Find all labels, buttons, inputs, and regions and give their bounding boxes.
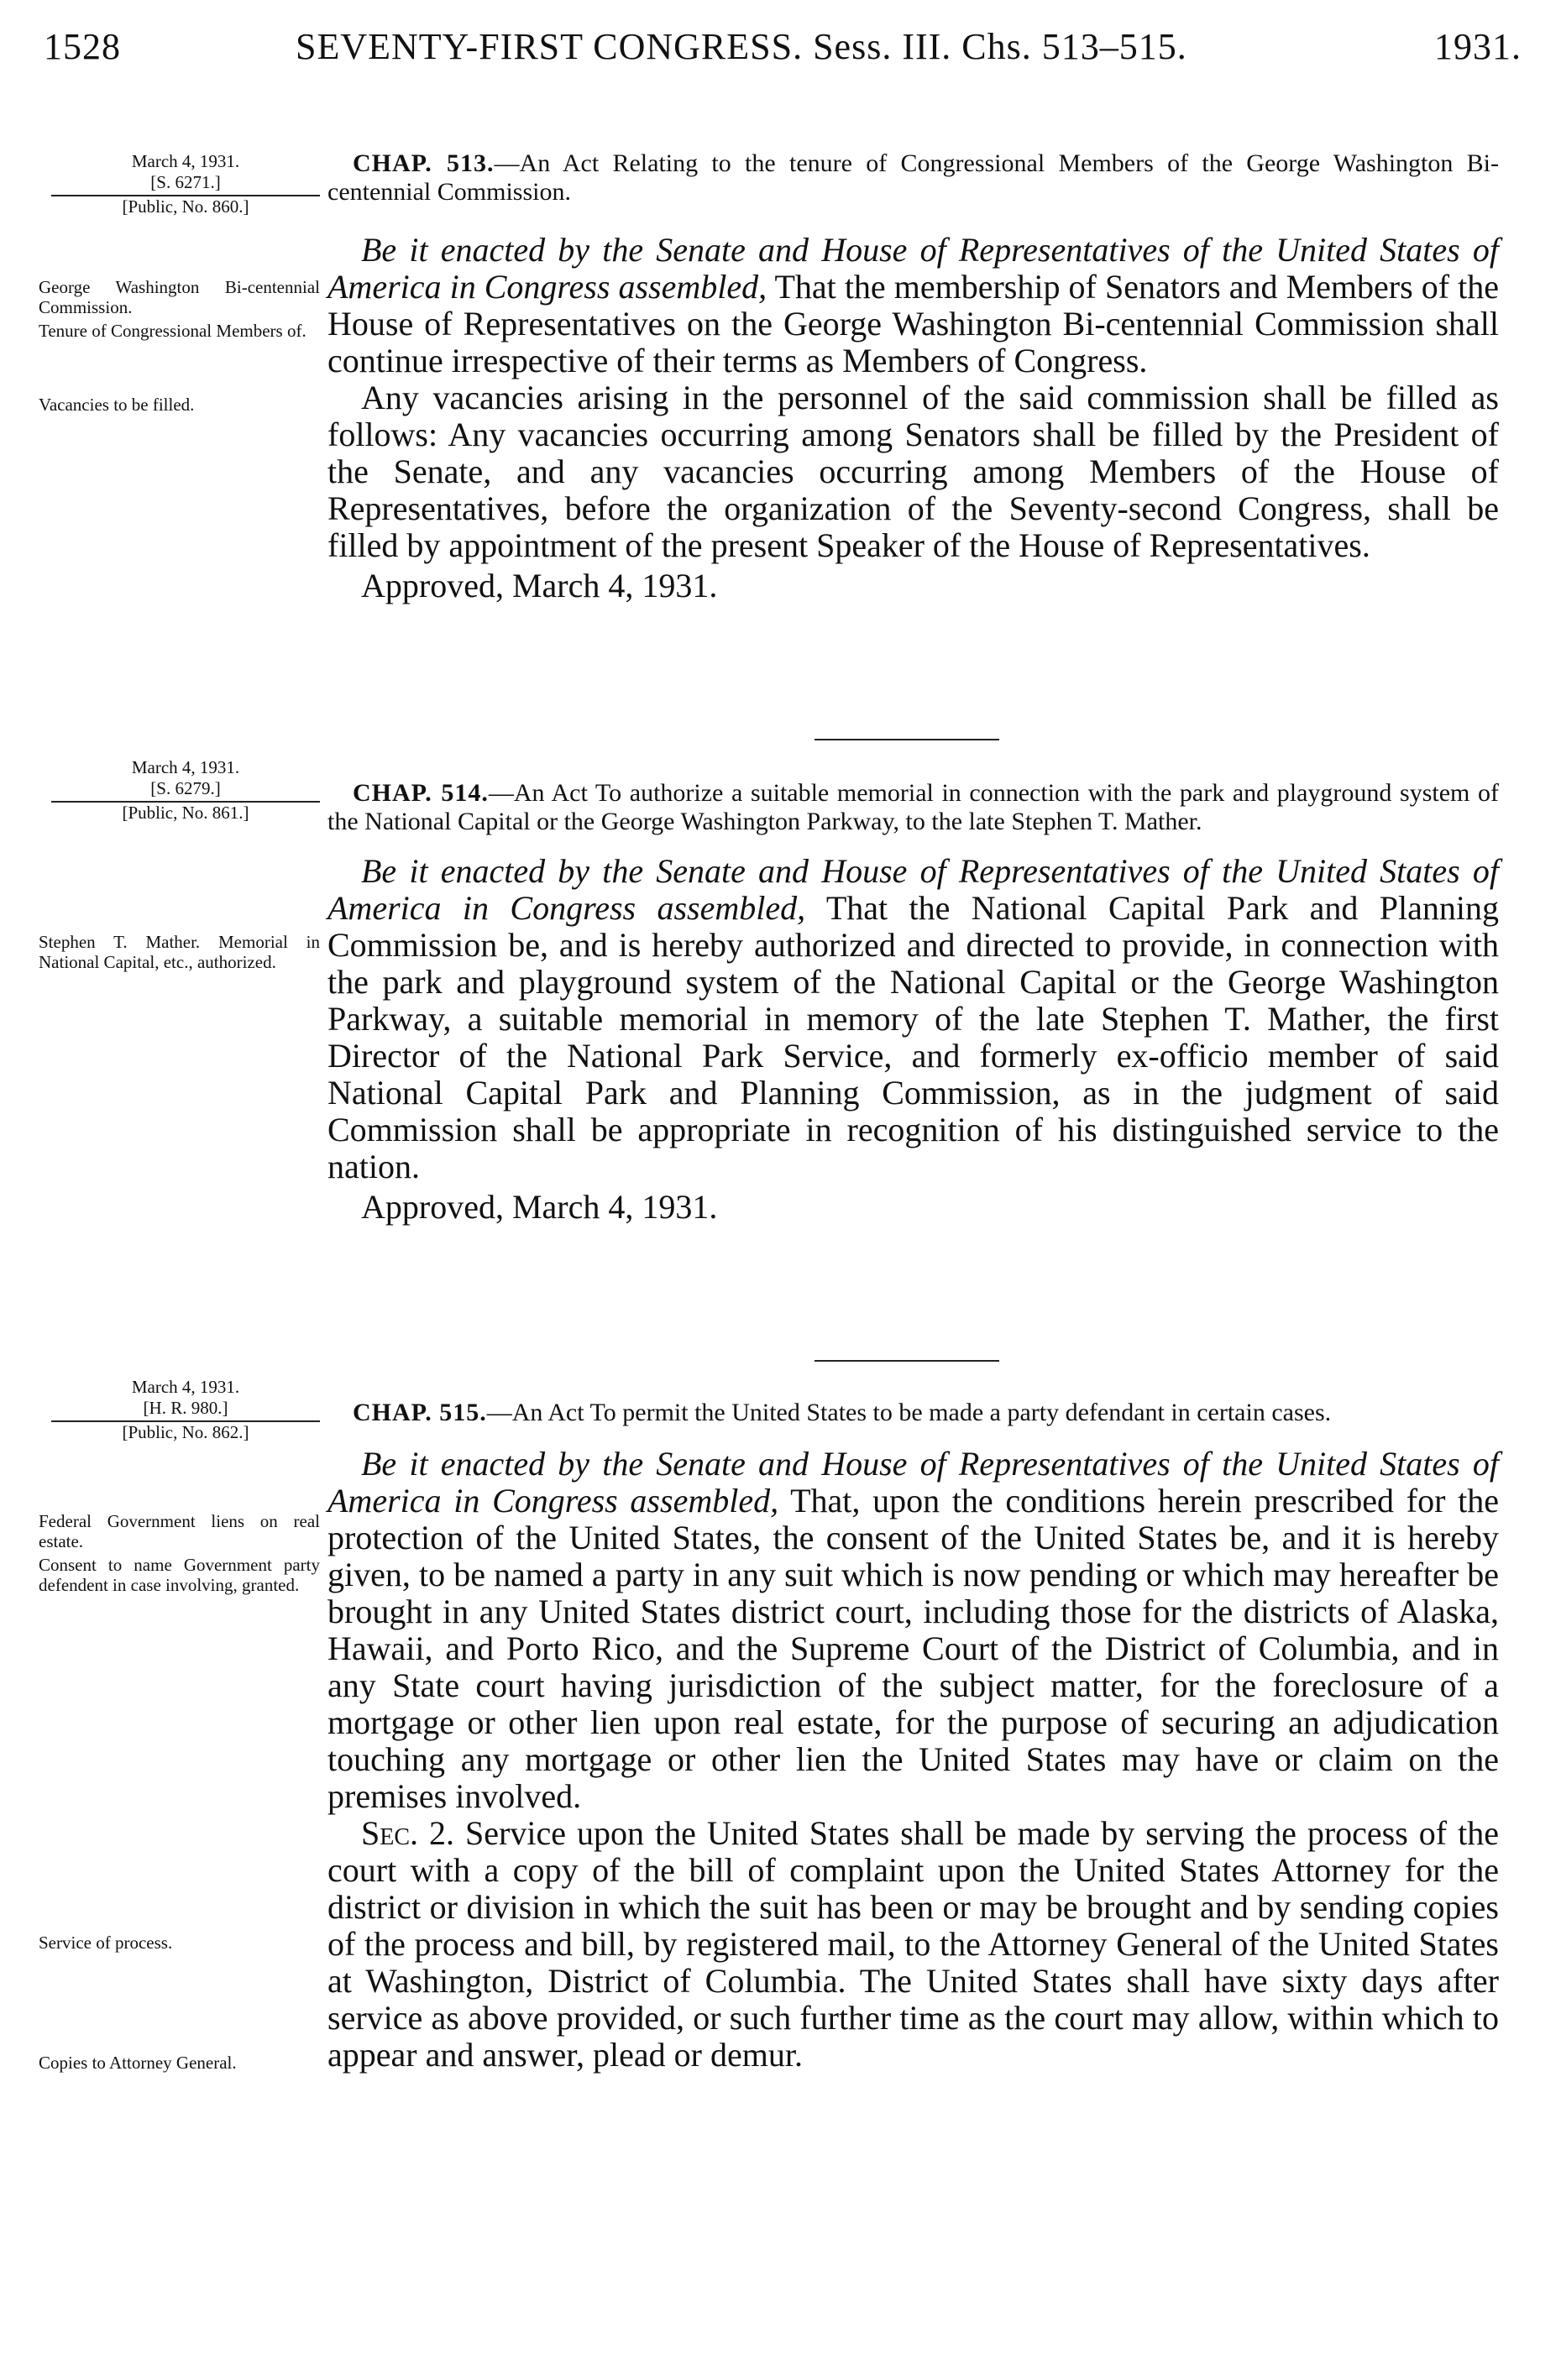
- enacting-paragraph: [327, 232, 1499, 379]
- margin-public-law: [Public, No. 862.]: [122, 1422, 249, 1442]
- paragraph-text: Service upon the United States shall be made by serving the process of the court with a copy of the bill of complaint upon the United States Attorney for the district or division in which the suit has been or may be brought and by sending copies of the process and bill, by registered mail, to the Attorney General of the United States at Washington, District of Columbia. The United States shall have sixty days after service as above provided, or such further time as the court may allow, within which to appear and answer, plead or demur.: [327, 1814, 1499, 2074]
- section-label: Sec. 2.: [361, 1814, 455, 1852]
- margin-date: March 4, 1931.: [131, 151, 240, 171]
- running-title: SEVENTY-FIRST CONGRESS. Sess. III. Chs. 513–515.: [296, 26, 1187, 67]
- paragraph-text: That the membership of Senators and Members of the House of Representatives on the George Washington Bi-centennial Commission shall continue irrespective of their terms as Members of Congress.: [327, 268, 1499, 379]
- margin-note: Vacancies to be filled.: [39, 395, 195, 415]
- section-separator: [815, 739, 999, 740]
- chapter-heading: [327, 1399, 1499, 1427]
- margin-public-law: [Public, No. 861.]: [122, 803, 249, 823]
- approval-date: Approved, March 4, 1931.: [361, 1188, 718, 1226]
- margin-note: Stephen T. Mather. Memorial in National Capital, etc., authorized.: [39, 932, 320, 972]
- margin-date: March 4, 1931.: [131, 1377, 240, 1397]
- header-year: 1931.: [1434, 26, 1522, 67]
- chapter-label: CHAP. 515.: [353, 1399, 487, 1426]
- paragraph-text: That, upon the conditions herein prescribed for the protection of the United States, the consent of the United States be, and it is hereby given, to be named a party in any suit which is now pending or which may hereafter be brought in any United States district court, including those for the districts of Alaska, Hawaii, and Porto Rico, and the Supreme Court of the District of Columbia, and in any State court having jurisdiction of the subject matter, for the foreclosure of a mortgage or other lien upon real estate, for the purpose of securing an adjudication touching any mortgage or other lien the United States may have or claim on the premises involved.: [327, 1482, 1499, 1815]
- margin-public-law: [Public, No. 860.]: [122, 196, 249, 217]
- paragraph-text: Any vacancies arising in the personnel of the said commission shall be filled as follows: Any vacancies occurring among Senators shall be filled by the President of the Senate, and any vacancies occurring among Members of the House of Representatives, before the organization of the Seventy-second Congress, shall be filled by appointment of the present Speaker of the House of Representatives.: [327, 379, 1499, 564]
- chapter-515: [327, 1399, 1499, 2074]
- margin-bill: [H. R. 980.]: [143, 1398, 228, 1418]
- chapter-513-margin-citation: [39, 151, 333, 217]
- enacting-paragraph: [327, 1446, 1499, 1815]
- paragraph-text: That the National Capital Park and Planning Commission be, and is hereby authorized and directed to provide, in connection with the park and playground system of the National Capital or the George Washington Parkway, a suitable memorial in memory of the late Stephen T. Mather, the first Director of the National Park Service, and formerly ex-officio member of said National Capital Park and Planning Commission, as in the judgment of said Commission shall be appropriate in recognition of his distinguished service to the nation.: [327, 889, 1499, 1185]
- enacting-clause: Be it enacted by the Senate and House of Representatives of the United States of America in Congress assembled,: [327, 1445, 1499, 1520]
- margin-note: Federal Government liens on real estate.: [39, 1511, 320, 1551]
- section-2-paragraph: [327, 1815, 1499, 2074]
- approval-date: Approved, March 4, 1931.: [361, 567, 718, 604]
- chapter-title: —An Act Relating to the tenure of Congressional Members of the George Washington Bi-centennial Commission.: [327, 149, 1500, 206]
- margin-bill: [S. 6279.]: [150, 778, 221, 798]
- page-number: 1528: [44, 26, 121, 67]
- chapter-heading: [327, 779, 1499, 836]
- margin-note: Service of process.: [39, 1933, 173, 1953]
- margin-note: George Washington Bi-centennial Commission.: [39, 277, 320, 317]
- enacting-clause: Be it enacted by the Senate and House of Representatives of the United States of America in Congress assembled,: [327, 852, 1499, 927]
- margin-note: Consent to name Government party defendent in case involving, granted.: [39, 1555, 320, 1595]
- margin-date: March 4, 1931.: [131, 757, 240, 777]
- chapter-514-margin-citation: [39, 757, 333, 824]
- page-header: [44, 25, 1522, 76]
- margin-note: Copies to Attorney General.: [39, 2053, 237, 2073]
- enacting-paragraph: [327, 853, 1499, 1185]
- enacting-clause: Be it enacted by the Senate and House of Representatives of the United States of America in Congress assembled,: [327, 231, 1499, 306]
- chapter-title: —An Act To authorize a suitable memorial in connection with the park and playground system of the National Capital or the George Washington Parkway, to the late Stephen T. Mather.: [327, 779, 1499, 835]
- chapter-label: CHAP. 514.: [353, 779, 489, 807]
- chapter-515-margin-citation: [39, 1377, 333, 1443]
- chapter-title: —An Act To permit the United States to be made a party defendant in certain cases.: [486, 1399, 1332, 1426]
- margin-note: Tenure of Congressional Members of.: [39, 321, 306, 341]
- chapter-heading: [327, 149, 1499, 207]
- section-separator: [815, 1360, 999, 1362]
- chapter-513: [327, 149, 1499, 606]
- chapter-514: [327, 779, 1499, 1227]
- chapter-label: CHAP. 513.: [353, 149, 495, 177]
- margin-bill: [S. 6271.]: [150, 172, 221, 192]
